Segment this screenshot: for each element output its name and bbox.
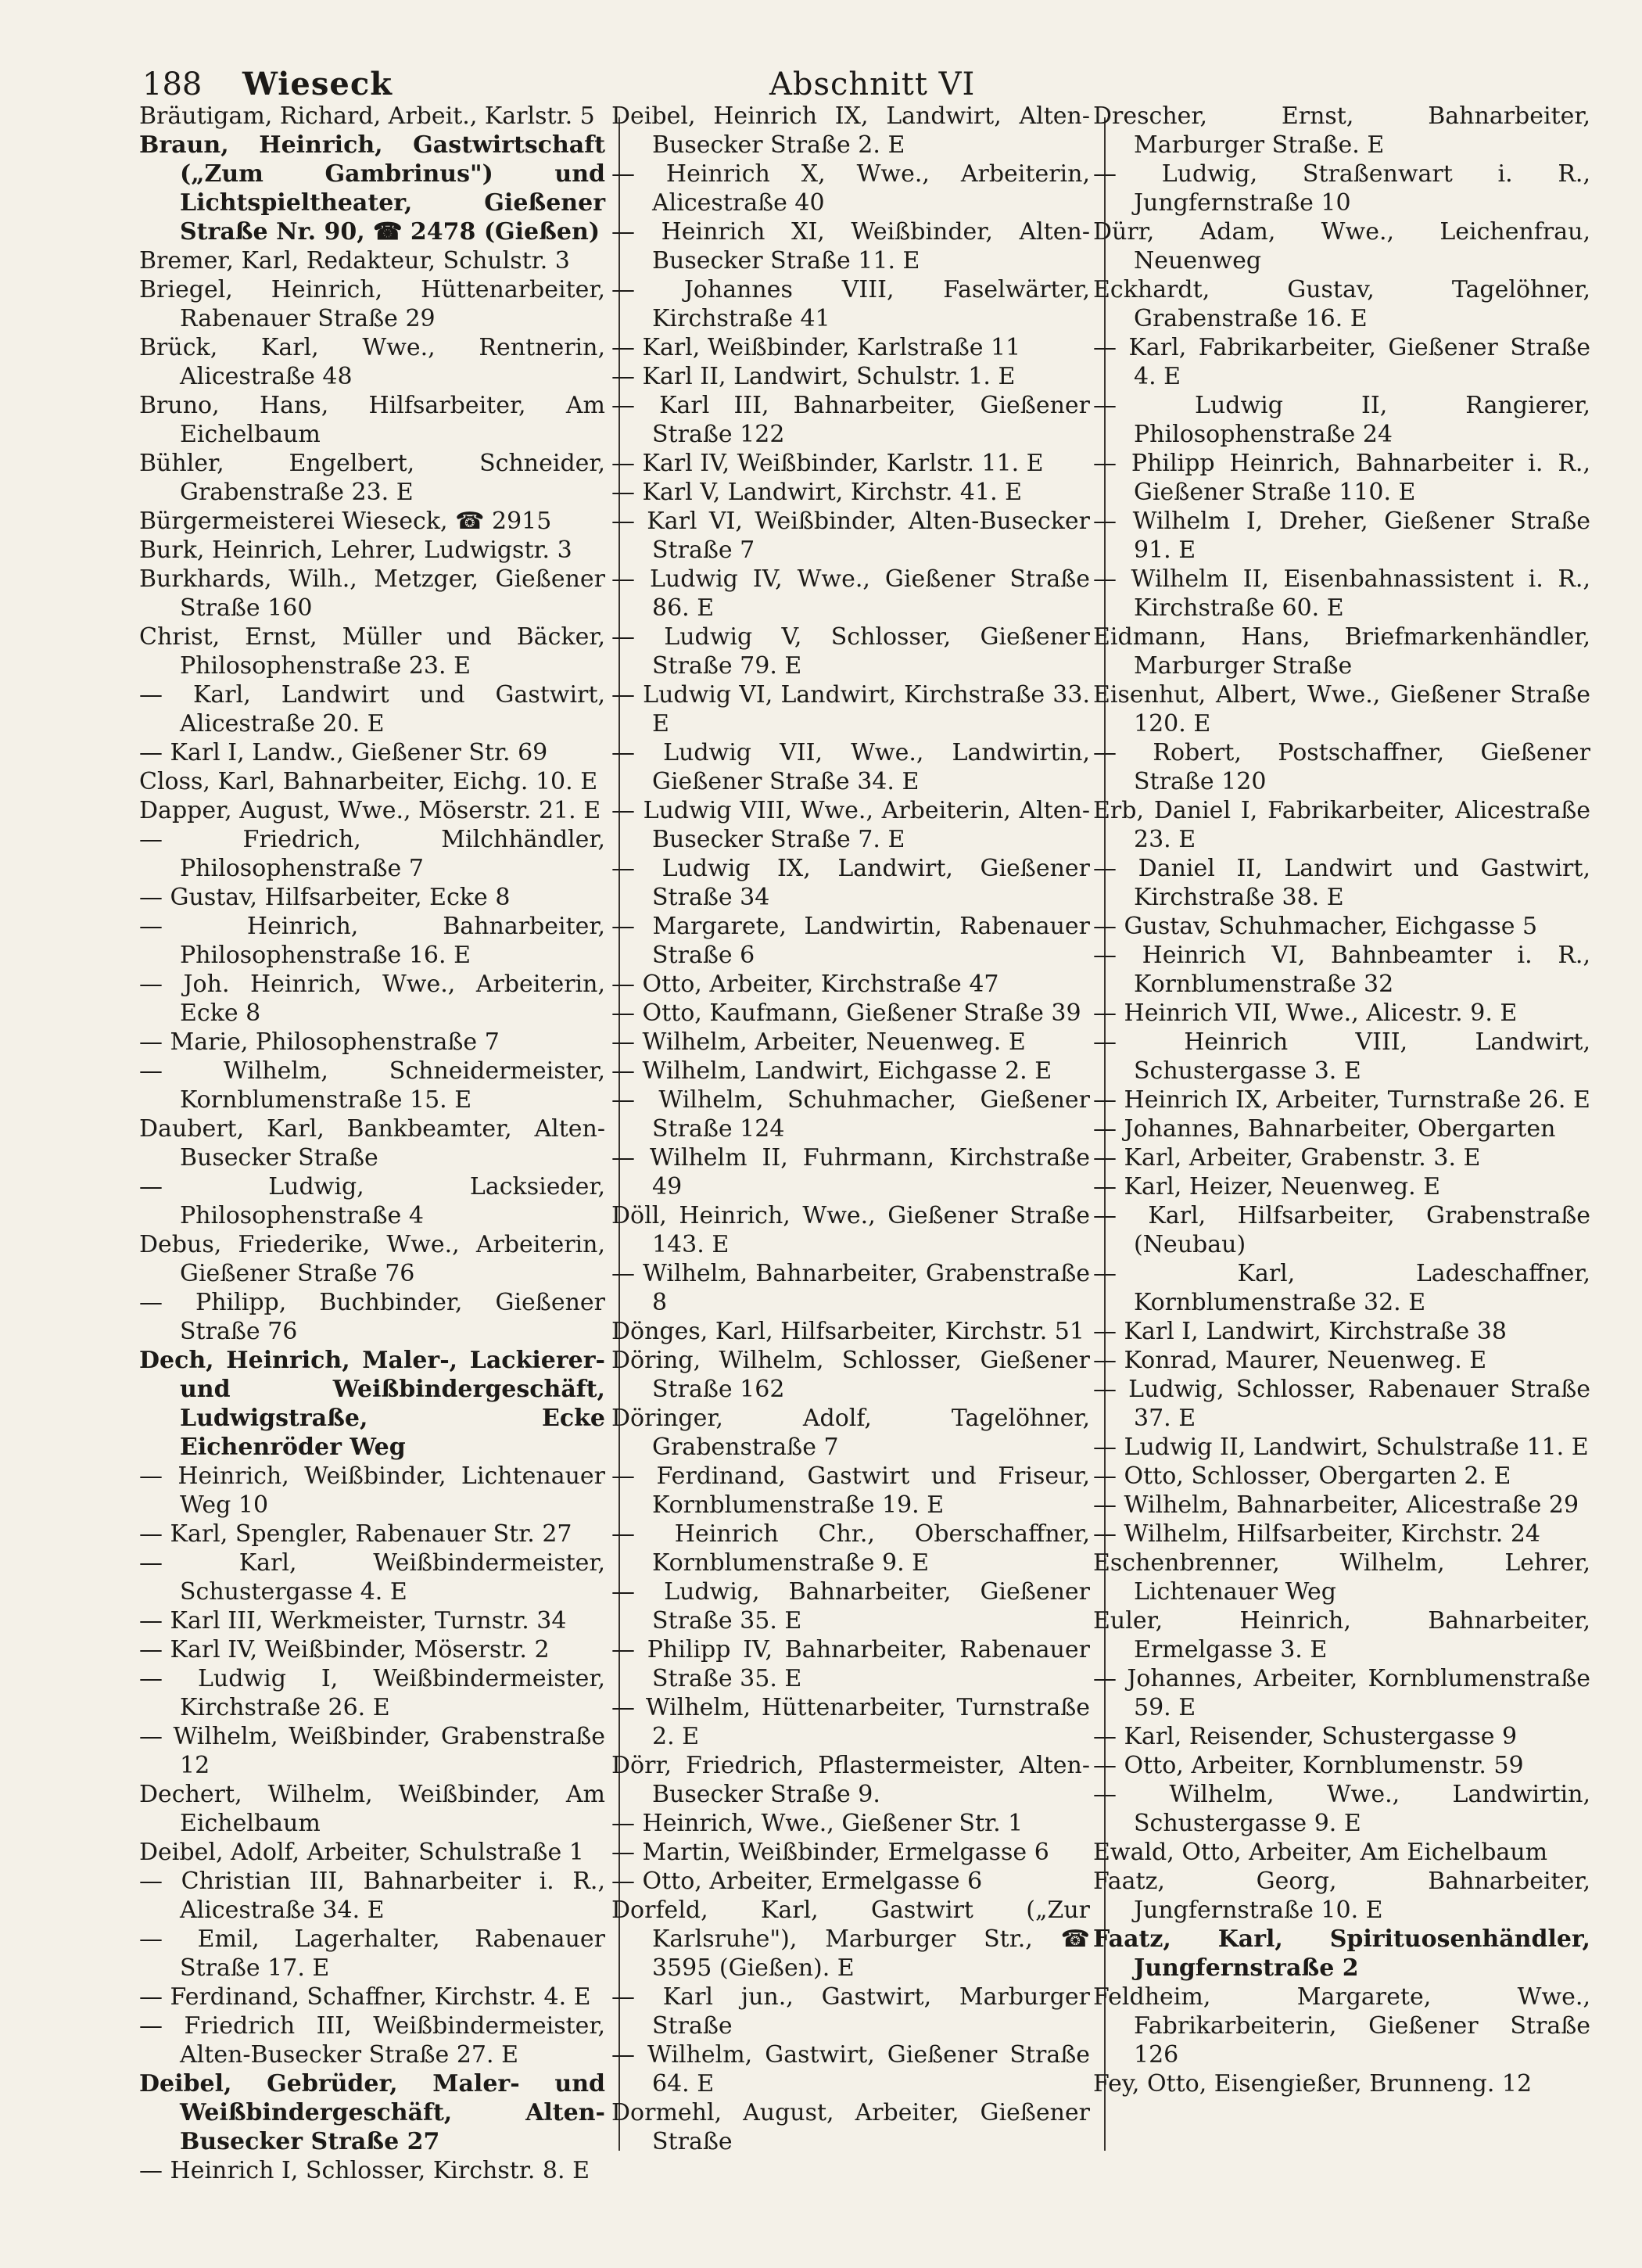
- directory-entry: — Wilhelm, Hüttenarbeiter, Turnstraße 2. E: [611, 1694, 1090, 1750]
- directory-entry: — Heinrich I, Schlosser, Kirchstr. 8. E: [139, 2157, 590, 2184]
- directory-entry: — Ferdinand, Gastwirt und Friseur, Kornblumenstraße 19. E: [611, 1462, 1090, 1519]
- directory-entry: — Heinrich XI, Weißbinder, Alten-Busecker Straße 11. E: [611, 218, 1090, 275]
- directory-entry: — Heinrich, Bahnarbeiter, Philosophenstraße 16. E: [139, 913, 605, 969]
- directory-entry: — Wilhelm, Hilfsarbeiter, Kirchstr. 24: [1093, 1520, 1540, 1548]
- directory-entry: — Philipp, Buchbinder, Gießener Straße 76: [139, 1289, 605, 1345]
- directory-entry: Bremer, Karl, Redakteur, Schulstr. 3: [139, 247, 570, 275]
- directory-entry: — Marie, Philosophenstraße 7: [139, 1028, 500, 1056]
- directory-entry: — Ferdinand, Schaffner, Kirchstr. 4. E: [139, 1983, 591, 2011]
- directory-entry: — Ludwig VI, Landwirt, Kirchstraße 33. E: [611, 681, 1090, 737]
- directory-entry: — Ludwig, Lacksieder, Philosophenstraße 4: [139, 1173, 605, 1229]
- directory-entry: — Karl, Weißbinder, Karlstraße 11: [611, 334, 1021, 361]
- directory-entry: — Karl jun., Gastwirt, Marburger Straße: [611, 1983, 1090, 2040]
- directory-entry: — Karl, Arbeiter, Grabenstr. 3. E: [1093, 1144, 1481, 1172]
- directory-entry: Closs, Karl, Bahnarbeiter, Eichg. 10. E: [139, 768, 598, 795]
- place-name: Wieseck: [242, 66, 393, 102]
- directory-entry: — Heinrich X, Wwe., Arbeiterin, Alicestraße 40: [611, 160, 1090, 217]
- directory-entry: — Robert, Postschaffner, Gießener Straße 120: [1093, 739, 1590, 795]
- directory-entry: — Karl III, Bahnarbeiter, Gießener Straße 122: [611, 392, 1090, 448]
- directory-entry: Daubert, Karl, Bankbeamter, Alten-Busecker Straße: [139, 1115, 605, 1172]
- directory-entry: — Wilhelm, Arbeiter, Neuenweg. E: [611, 1028, 1026, 1056]
- directory-entry: Briegel, Heinrich, Hüttenarbeiter, Rabenauer Straße 29: [139, 276, 605, 332]
- directory-entry: Dörr, Friedrich, Pflastermeister, Alten-Busecker Straße 9.: [611, 1752, 1090, 1808]
- directory-entry: — Gustav, Schuhmacher, Eichgasse 5: [1093, 913, 1538, 940]
- directory-entry: — Karl, Heizer, Neuenweg. E: [1093, 1173, 1441, 1200]
- directory-entry: — Ludwig IX, Landwirt, Gießener Straße 34: [611, 855, 1090, 911]
- directory-entry: — Ludwig II, Rangierer, Philosophenstraße 24: [1093, 392, 1590, 448]
- directory-entry: — Konrad, Maurer, Neuenweg. E: [1093, 1347, 1487, 1374]
- directory-entry: Dorfeld, Karl, Gastwirt („Zur Karlsruhe"), Marburger Str., ☎ 3595 (Gießen). E: [611, 1897, 1090, 1982]
- directory-entry: — Wilhelm, Landwirt, Eichgasse 2. E: [611, 1057, 1052, 1085]
- directory-entry: — Heinrich Chr., Oberschaffner, Kornblumenstraße 9. E: [611, 1520, 1090, 1577]
- directory-entry: Eschenbrenner, Wilhelm, Lehrer, Lichtenauer Weg: [1093, 1549, 1590, 1606]
- directory-entry: Christ, Ernst, Müller und Bäcker, Philosophenstraße 23. E: [139, 623, 605, 680]
- directory-entry: — Ludwig, Schlosser, Rabenauer Straße 37. E: [1093, 1376, 1590, 1432]
- directory-entry: — Karl I, Landw., Gießener Str. 69: [139, 739, 548, 766]
- directory-entry: Eisenhut, Albert, Wwe., Gießener Straße 120. E: [1093, 681, 1590, 737]
- directory-entry: — Karl, Ladeschaffner, Kornblumenstraße 32. E: [1093, 1260, 1590, 1316]
- page-header: [142, 61, 1587, 108]
- directory-entry: — Heinrich VI, Bahnbeamter i. R., Kornblumenstraße 32: [1093, 942, 1590, 998]
- directory-entry: — Wilhelm, Schneidermeister, Kornblumenstraße 15. E: [139, 1057, 605, 1114]
- directory-entry: Feldheim, Margarete, Wwe., Fabrikarbeiterin, Gießener Straße 126: [1093, 1983, 1590, 2069]
- directory-entry: Bräutigam, Richard, Arbeit., Karlstr. 5: [139, 102, 595, 130]
- directory-entry: — Heinrich IX, Arbeiter, Turnstraße 26. E: [1093, 1086, 1590, 1114]
- directory-entry: — Heinrich VIII, Landwirt, Schustergasse 3. E: [1093, 1028, 1590, 1085]
- directory-entry: Döll, Heinrich, Wwe., Gießener Straße 143. E: [611, 1202, 1090, 1258]
- directory-entry: Brück, Karl, Wwe., Rentnerin, Alicestraße 48: [139, 334, 605, 390]
- directory-entry: Fey, Otto, Eisengießer, Brunneng. 12: [1093, 2070, 1533, 2098]
- directory-entry: Drescher, Ernst, Bahnarbeiter, Marburger Straße. E: [1093, 102, 1590, 159]
- directory-entry: Dürr, Adam, Wwe., Leichenfrau, Neuenweg: [1093, 218, 1590, 275]
- directory-entry: — Philipp IV, Bahnarbeiter, Rabenauer Straße 35. E: [611, 1636, 1090, 1692]
- directory-entry: — Wilhelm, Wwe., Landwirtin, Schustergasse 9. E: [1093, 1781, 1590, 1837]
- directory-entry: Döring, Wilhelm, Schlosser, Gießener Straße 162: [611, 1347, 1090, 1403]
- directory-entry: — Wilhelm, Bahnarbeiter, Grabenstraße 8: [611, 1260, 1090, 1316]
- directory-entry: — Karl VI, Weißbinder, Alten-Busecker Straße 7: [611, 508, 1090, 564]
- directory-entry: Dönges, Karl, Hilfsarbeiter, Kirchstr. 51: [611, 1318, 1085, 1345]
- directory-entry: Döringer, Adolf, Tagelöhner, Grabenstraße 7: [611, 1405, 1090, 1461]
- directory-entry: Deibel, Heinrich IX, Landwirt, Alten-Busecker Straße 2. E: [611, 102, 1090, 159]
- column-3: [1093, 102, 1590, 2135]
- directory-entry: — Heinrich VII, Wwe., Alicestr. 9. E: [1093, 999, 1518, 1027]
- directory-entry: — Heinrich, Wwe., Gießener Str. 1: [611, 1810, 1024, 1837]
- directory-entry: Faatz, Georg, Bahnarbeiter, Jungfernstraße 10. E: [1093, 1868, 1590, 1924]
- directory-entry: — Karl IV, Weißbinder, Karlstr. 11. E: [611, 450, 1044, 477]
- directory-entry: — Johannes VIII, Faselwärter, Kirchstraße 41: [611, 276, 1090, 332]
- directory-entry: — Karl V, Landwirt, Kirchstr. 41. E: [611, 479, 1023, 506]
- directory-entry: — Ludwig I, Weißbindermeister, Kirchstraße 26. E: [139, 1665, 605, 1721]
- directory-entry: — Emil, Lagerhalter, Rabenauer Straße 17. E: [139, 1925, 605, 1982]
- page-number: 188: [142, 66, 203, 102]
- directory-entry: — Karl, Hilfsarbeiter, Grabenstraße (Neubau): [1093, 1202, 1590, 1258]
- directory-entry: — Karl, Weißbindermeister, Schustergasse 4. E: [139, 1549, 605, 1606]
- directory-entry: — Karl II, Landwirt, Schulstr. 1. E: [611, 363, 1016, 390]
- directory-entry: — Otto, Arbeiter, Ermelgasse 6: [611, 1868, 983, 1895]
- directory-entry: — Karl, Landwirt und Gastwirt, Alicestraße 20. E: [139, 681, 605, 737]
- directory-entry: — Ludwig VII, Wwe., Landwirtin, Gießener Straße 34. E: [611, 739, 1090, 795]
- directory-entry: Braun, Heinrich, Gastwirtschaft („Zum Gambrinus") und Lichtspieltheater, Gießener Straße Nr. 90, ☎ 2478 (Gießen): [139, 131, 605, 246]
- directory-entry: — Wilhelm II, Eisenbahnassistent i. R., Kirchstraße 60. E: [1093, 565, 1590, 622]
- directory-entry: Dormehl, August, Arbeiter, Gießener Straße: [611, 2099, 1090, 2155]
- directory-entry: Euler, Heinrich, Bahnarbeiter, Ermelgasse 3. E: [1093, 1607, 1590, 1663]
- directory-entry: — Friedrich, Milchhändler, Philosophenstraße 7: [139, 826, 605, 882]
- directory-entry: — Otto, Kaufmann, Gießener Straße 39: [611, 999, 1081, 1027]
- directory-entry: Burkhards, Wilh., Metzger, Gießener Straße 160: [139, 565, 605, 622]
- column-2: [611, 102, 1090, 2155]
- directory-entry: — Ludwig VIII, Wwe., Arbeiterin, Alten-Busecker Straße 7. E: [611, 797, 1090, 853]
- directory-entry: — Johannes, Bahnarbeiter, Obergarten: [1093, 1115, 1556, 1143]
- directory-entry: — Heinrich, Weißbinder, Lichtenauer Weg 10: [139, 1462, 605, 1519]
- directory-entry: — Wilhelm I, Dreher, Gießener Straße 91. E: [1093, 508, 1590, 564]
- directory-entry: Dapper, August, Wwe., Möserstr. 21. E: [139, 797, 601, 824]
- directory-entry: — Friedrich III, Weißbindermeister, Alten-Busecker Straße 27. E: [139, 2012, 605, 2069]
- directory-entry: — Karl IV, Weißbinder, Möserstr. 2: [139, 1636, 550, 1663]
- directory-entry: Ewald, Otto, Arbeiter, Am Eichelbaum: [1093, 1839, 1548, 1866]
- directory-entry: Bühler, Engelbert, Schneider, Grabenstraße 23. E: [139, 450, 605, 506]
- directory-entry: Eidmann, Hans, Briefmarkenhändler, Marburger Straße: [1093, 623, 1590, 680]
- directory-entry: — Joh. Heinrich, Wwe., Arbeiterin, Ecke 8: [139, 971, 605, 1027]
- directory-entry: — Wilhelm, Bahnarbeiter, Alicestraße 29: [1093, 1491, 1579, 1519]
- directory-entry: — Karl I, Landwirt, Kirchstraße 38: [1093, 1318, 1507, 1345]
- directory-entry: — Wilhelm II, Fuhrmann, Kirchstraße 49: [611, 1144, 1090, 1200]
- directory-entry: — Karl, Fabrikarbeiter, Gießener Straße 4. E: [1093, 334, 1590, 390]
- directory-entry: — Otto, Arbeiter, Kornblumenstr. 59: [1093, 1752, 1524, 1779]
- directory-entry: — Otto, Arbeiter, Kirchstraße 47: [611, 971, 999, 998]
- directory-entry: — Karl, Spengler, Rabenauer Str. 27: [139, 1520, 572, 1548]
- directory-entry: — Otto, Schlosser, Obergarten 2. E: [1093, 1462, 1511, 1490]
- directory-entry: — Margarete, Landwirtin, Rabenauer Straße 6: [611, 913, 1090, 969]
- directory-entry: — Philipp Heinrich, Bahnarbeiter i. R., Gießener Straße 110. E: [1093, 450, 1590, 506]
- directory-entry: Dech, Heinrich, Maler-, Lackierer- und Weißbindergeschäft, Ludwigstraße, Ecke Eichenröder Weg: [139, 1347, 605, 1461]
- column-1: [139, 102, 605, 2184]
- directory-entry: Burk, Heinrich, Lehrer, Ludwigstr. 3: [139, 536, 572, 564]
- section-title: Abschnitt VI: [769, 66, 976, 102]
- directory-entry: — Daniel II, Landwirt und Gastwirt, Kirchstraße 38. E: [1093, 855, 1590, 911]
- directory-entry: Debus, Friederike, Wwe., Arbeiterin, Gießener Straße 76: [139, 1231, 605, 1287]
- directory-entry: Dechert, Wilhelm, Weißbinder, Am Eichelbaum: [139, 1781, 605, 1837]
- directory-entry: — Ludwig, Straßenwart i. R., Jungfernstraße 10: [1093, 160, 1590, 217]
- directory-entry: — Karl, Reisender, Schustergasse 9: [1093, 1723, 1518, 1750]
- directory-entry: Bürgermeisterei Wieseck, ☎ 2915: [139, 508, 552, 535]
- directory-entry: — Wilhelm, Schuhmacher, Gießener Straße 124: [611, 1086, 1090, 1143]
- directory-entry: — Gustav, Hilfsarbeiter, Ecke 8: [139, 884, 511, 911]
- directory-entry: — Ludwig V, Schlosser, Gießener Straße 79. E: [611, 623, 1090, 680]
- directory-entry: — Wilhelm, Gastwirt, Gießener Straße 64. E: [611, 2041, 1090, 2098]
- directory-entry: — Johannes, Arbeiter, Kornblumenstraße 59. E: [1093, 1665, 1590, 1721]
- directory-entry: Deibel, Gebrüder, Maler- und Weißbindergeschäft, Alten-Busecker Straße 27: [139, 2070, 605, 2155]
- directory-entry: — Ludwig, Bahnarbeiter, Gießener Straße 35. E: [611, 1578, 1090, 1635]
- directory-entry: Eckhardt, Gustav, Tagelöhner, Grabenstraße 16. E: [1093, 276, 1590, 332]
- directory-entry: — Wilhelm, Weißbinder, Grabenstraße 12: [139, 1723, 605, 1779]
- directory-entry: Faatz, Karl, Spirituosenhändler, Jungfernstraße 2: [1093, 1925, 1590, 1982]
- directory-entry: — Martin, Weißbinder, Ermelgasse 6: [611, 1839, 1049, 1866]
- directory-entry: — Christian III, Bahnarbeiter i. R., Alicestraße 34. E: [139, 1868, 605, 1924]
- directory-entry: Bruno, Hans, Hilfsarbeiter, Am Eichelbaum: [139, 392, 605, 448]
- directory-entry: — Ludwig IV, Wwe., Gießener Straße 86. E: [611, 565, 1090, 622]
- directory-entry: Deibel, Adolf, Arbeiter, Schulstraße 1: [139, 1839, 584, 1866]
- directory-entry: — Ludwig II, Landwirt, Schulstraße 11. E: [1093, 1434, 1589, 1461]
- directory-entry: — Karl III, Werkmeister, Turnstr. 34: [139, 1607, 567, 1635]
- directory-entry: Erb, Daniel I, Fabrikarbeiter, Alicestraße 23. E: [1093, 797, 1590, 853]
